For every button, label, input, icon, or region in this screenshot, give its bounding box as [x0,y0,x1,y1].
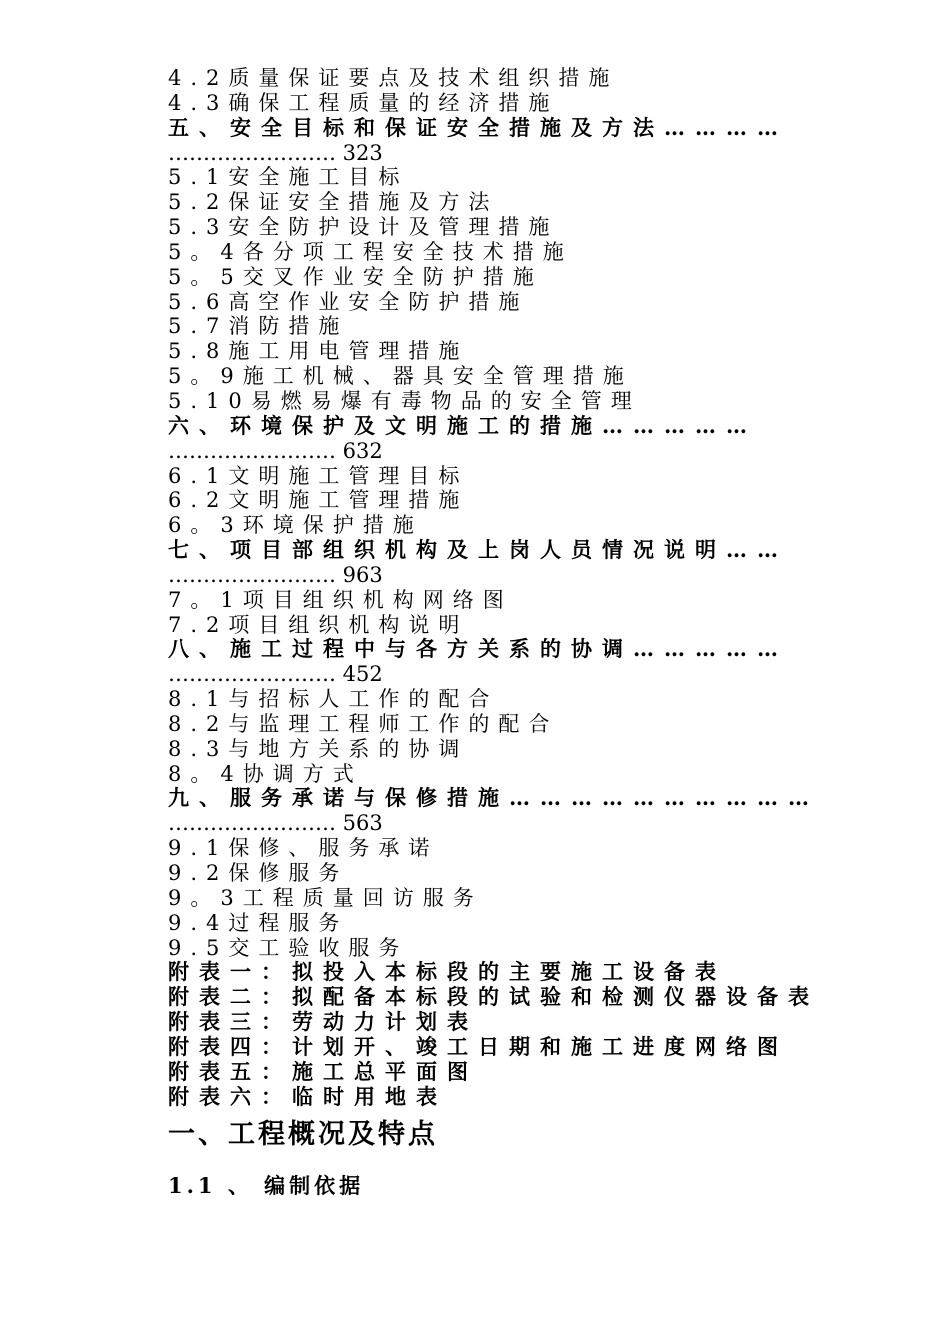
toc-major-entry: 附表一：拟投入本标段的主要施工设备表 [168,960,726,985]
document-page [168,66,830,1199]
toc-sub-entry: 5.10易燃易爆有毒物品的安全管理 [168,388,641,413]
toc-sub-entry: 9.2保修服务 [168,861,349,885]
toc-sub-entry: 8.3与地方关系的协调 [168,736,469,761]
toc-sub-entry: 9。3工程质量回访服务 [168,885,483,910]
toc-sub-entry: 5.3安全防护设计及管理措施 [168,215,559,240]
toc-page-number-line: …………………… 563 [168,811,383,836]
toc-major-entry: 五、安全目标和保证安全措施及方法………… [168,115,788,140]
toc-page-number-line: …………………… 632 [168,438,383,463]
toc-page-number-line: …………………… 452 [168,662,383,687]
toc-sub-entry: 6.1文明施工管理目标 [168,463,469,488]
toc-major-entry: 附表二：拟配备本标段的试验和检测仪器设备表 [168,984,819,1010]
toc-sub-entry: 6.2文明施工管理措施 [168,488,469,513]
toc-sub-entry: 7。1项目组织机构网络图 [168,587,513,612]
toc-page-number-line: …………………… 963 [168,562,383,587]
toc-major-entry: 八、施工过程中与各方关系的协调…………… [168,637,788,662]
toc-sub-entry: 5。4各分项工程安全技术措施 [168,239,573,264]
toc-major-entry: 七、项目部组织机构及上岗人员情况说明…… [168,538,788,563]
toc-sub-entry: 5.8施工用电管理措施 [168,339,469,364]
toc-sub-entry: 9.1保修、服务承诺 [168,836,439,861]
toc-sub-entry: 8。4协调方式 [168,761,363,786]
toc-major-entry: 附表三：劳动力计划表 [168,1010,478,1035]
toc-page-number-line: …………………… 323 [168,140,383,165]
toc-sub-entry: 5.2保证安全措施及方法 [168,190,499,215]
toc-sub-entry: 5。9施工机械、器具安全管理措施 [168,364,633,389]
toc-sub-entry: 7.2项目组织机构说明 [168,612,469,637]
toc-major-entry: 九、服务承诺与保修措施………………………… [168,786,819,811]
toc-sub-entry: 9.5交工验收服务 [168,935,409,960]
toc-major-entry: 附表四：计划开、竣工日期和施工进度网络图 [168,1034,788,1059]
toc-sub-entry: 5。5交叉作业安全防护措施 [168,264,543,289]
toc-major-entry: 附表五：施工总平面图 [168,1059,478,1084]
subsection-heading: 1.1 、 编制依据 [168,1173,365,1199]
toc-sub-entry: 4.3确保工程质量的经济措施 [168,90,559,115]
toc-sub-entry: 5.1安全施工目标 [168,165,409,190]
table-of-contents [168,66,830,1109]
toc-sub-entry: 6。3环境保护措施 [168,513,423,538]
toc-major-entry: 六、环境保护及文明施工的措施…………… [168,413,757,438]
toc-sub-entry: 5.6高空作业安全防护措施 [168,289,529,314]
toc-sub-entry: 9.4过程服务 [168,910,349,935]
toc-sub-entry: 5.7消防措施 [168,314,349,339]
section-heading: 一、工程概况及特点 [168,1119,438,1151]
toc-major-entry: 附表六：临时用地表 [168,1084,447,1109]
toc-sub-entry: 8.1与招标人工作的配合 [168,687,499,712]
toc-sub-entry: 8.2与监理工程师工作的配合 [168,711,559,736]
toc-sub-entry: 4.2质量保证要点及技术组织措施 [168,66,619,90]
